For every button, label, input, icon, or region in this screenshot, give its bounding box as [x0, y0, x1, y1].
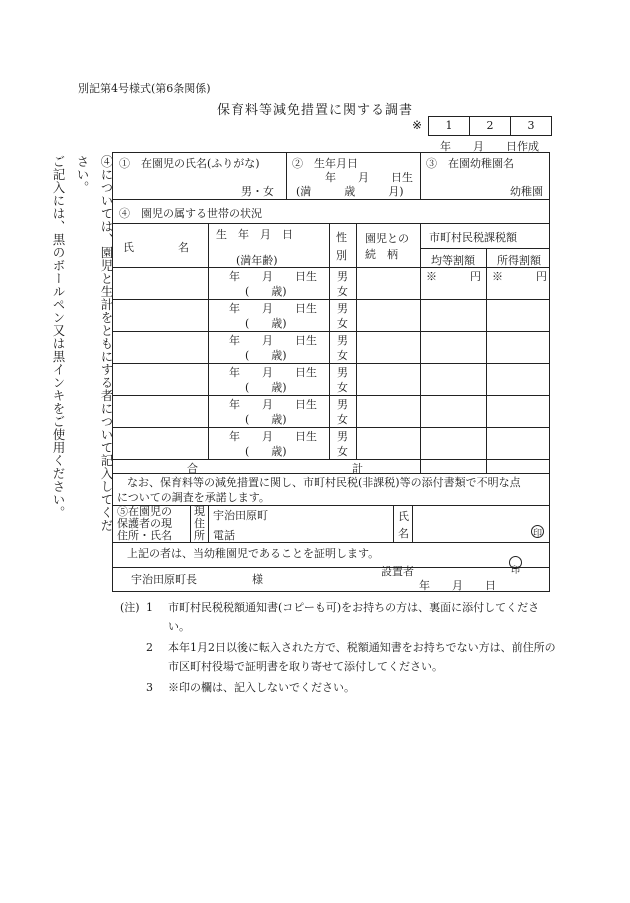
row-birthdate[interactable]: 年 月 日生: [229, 398, 317, 411]
birthdate-label: ② 生年月日: [292, 157, 358, 170]
col-name: 氏 名: [123, 241, 189, 254]
total-row-label: 合 計: [187, 462, 363, 475]
id-cell-2[interactable]: 2: [469, 117, 510, 135]
row-sex-female[interactable]: 女: [337, 413, 348, 426]
footnotes: [120, 598, 560, 697]
id-mark: ※: [412, 118, 423, 132]
child-gender[interactable]: 男・女: [241, 185, 274, 198]
mayor-addressee: 宇治田原町長 様: [131, 573, 263, 586]
birthdate-value[interactable]: 年 月 日生: [325, 171, 413, 184]
phone-label[interactable]: 電話: [213, 529, 235, 542]
col-sex: 性 別: [336, 231, 358, 262]
address-label: 現 住 所: [194, 505, 205, 542]
kindergarten-suffix: 幼稚園: [510, 185, 543, 198]
footnote-2: 2 本年1月2日以後に転入された方で、税額通知書をお持ちでない方は、前住所の市区町村役場で証明書を取り寄せて添付してください。: [146, 641, 556, 673]
row-age[interactable]: ( 歳): [245, 285, 287, 298]
row-age[interactable]: ( 歳): [245, 413, 287, 426]
row-sex-male[interactable]: 男: [337, 302, 348, 315]
row-income-tax: ※ 円: [492, 270, 547, 283]
col-relation: 園児との続 柄: [365, 232, 409, 261]
footnote-1: (注) 1 市町村民税税額通知書(コピーも可)をお持ちの方は、裏面に添付してください。: [120, 601, 540, 633]
form-number-label: 別記第4号様式(第6条関係): [78, 82, 211, 95]
page-title: 保育料等減免措置に関する調書: [216, 103, 413, 118]
installer-label: 設置者: [381, 565, 414, 578]
col-income-tax: 所得割額: [497, 254, 541, 267]
row-age[interactable]: ( 歳): [245, 317, 287, 330]
row-sex-female[interactable]: 女: [337, 317, 348, 330]
form-table: [112, 152, 550, 592]
row-age[interactable]: ( 歳): [245, 445, 287, 458]
row-sex-female[interactable]: 女: [337, 445, 348, 458]
row-equal-tax: ※ 円: [426, 270, 481, 283]
certification-text: 上記の者は、当幼稚園児であることを証明します。: [127, 547, 380, 560]
side-instruction: [51, 155, 118, 535]
row-sex-male[interactable]: 男: [337, 334, 348, 347]
household-label: ④ 園児の属する世帯の状況: [119, 207, 262, 220]
side-instruction-line-2: ご記入には、黒のボールペン又は黒インキをご使用ください。: [51, 155, 66, 519]
row-birthdate[interactable]: 年 月 日生: [229, 270, 317, 283]
col-age-note: (満年齢): [236, 254, 278, 267]
address-value[interactable]: 宇治田原町: [213, 509, 268, 522]
row-sex-male[interactable]: 男: [337, 398, 348, 411]
id-number-box: [428, 116, 552, 136]
row-birthdate[interactable]: 年 月 日生: [229, 366, 317, 379]
row-sex-male[interactable]: 男: [337, 430, 348, 443]
row-sex-female[interactable]: 女: [337, 349, 348, 362]
kindergarten-label: ③ 在園幼稚園名: [426, 157, 514, 170]
guardian-label: ⑤在園児の 保護者の現 住所・氏名: [117, 505, 172, 542]
id-cell-3[interactable]: 3: [510, 117, 551, 135]
row-age[interactable]: ( 歳): [245, 381, 287, 394]
consent-text-line-2: についての調査を承諾します。: [117, 491, 270, 504]
child-age[interactable]: (満 歳 月): [296, 185, 404, 198]
id-cell-1[interactable]: 1: [445, 119, 453, 132]
row-sex-male[interactable]: 男: [337, 366, 348, 379]
col-equal-tax: 均等割額: [431, 254, 475, 267]
row-birthdate[interactable]: 年 月 日生: [229, 334, 317, 347]
date-created: 年 月 日作成: [440, 140, 539, 153]
col-birthdate: 生 年 月 日: [216, 228, 293, 241]
col-tax: 市町村民税課税額: [429, 231, 517, 244]
row-birthdate[interactable]: 年 月 日生: [229, 302, 317, 315]
consent-text-line-1: なお、保育料等の減免措置に関し、市町村民税(非課税)等の添付書類で不明な点: [127, 476, 521, 489]
row-sex-female[interactable]: 女: [337, 285, 348, 298]
row-sex-female[interactable]: 女: [337, 381, 348, 394]
footnote-3: 3 ※印の欄は、記入しないでください。: [146, 681, 355, 694]
row-birthdate[interactable]: 年 月 日生: [229, 430, 317, 443]
certification-date[interactable]: 年 月 日: [419, 579, 496, 592]
child-name-label: ① 在園児の氏名(ふりがな): [119, 157, 260, 170]
guardian-seal-label: 印: [533, 529, 543, 539]
row-age[interactable]: ( 歳): [245, 349, 287, 362]
installer-seal-label: 印: [511, 566, 521, 576]
guardian-name-label: 氏 名: [398, 510, 409, 540]
side-instruction-line-1: ④については、園児と生計をともにする者について記入してください。: [75, 155, 114, 532]
row-sex-male[interactable]: 男: [337, 270, 348, 283]
